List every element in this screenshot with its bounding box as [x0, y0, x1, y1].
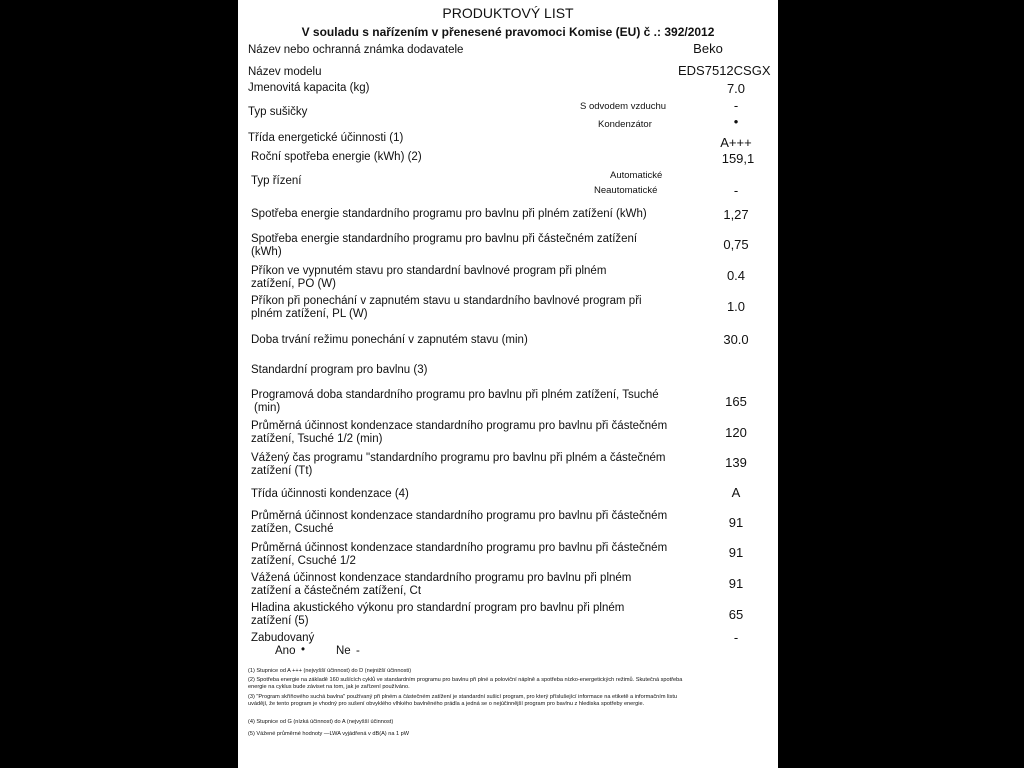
built-in-value: - [733, 630, 739, 645]
noise-label-1: Hladina akustického výkonu pro standardní program pro bavlnu při plném [251, 602, 625, 614]
cond-full-label-2: zatížen, Csuché [251, 523, 334, 535]
cond-weighted-label-2: zatížení a částečném zatížení, Ct [251, 585, 422, 597]
noise-value: 65 [728, 607, 744, 622]
condensation-class-value: A [731, 485, 741, 500]
energy-class-label: Třída energetické účinnosti (1) [248, 132, 404, 144]
sheet-title: PRODUKTOVÝ LIST [442, 5, 574, 21]
energy-class-value: A+++ [720, 135, 752, 150]
model-label: Název modelu [248, 66, 322, 78]
weighted-time-label-1: Vážený čas programu "standardního programu pro bavlnu při plném a částečném [251, 452, 666, 464]
built-in-label: Zabudovaný [251, 632, 315, 644]
footnote-5: (5) Vážené průměrné hodnoty —LWA vyjádřená v dB(A) na 1 pW [248, 731, 410, 737]
dryer-type-vented-value: - [733, 98, 739, 113]
standard-program-label: Standardní program pro bavlnu (3) [251, 364, 428, 376]
built-in-no-label: Ne [336, 645, 351, 657]
cond-partial-value: 91 [728, 545, 744, 560]
time-full-label-1: Programová doba standardního programu pro bavlnu při plném zatížení, Tsuché [251, 389, 659, 401]
energy-partial-value: 0,75 [723, 237, 749, 252]
power-left-on-label-1: Příkon při ponechání v zapnutém stavu u standardního bavlnové program při [251, 295, 642, 307]
weighted-time-label-2: zatížení (Tt) [251, 465, 313, 477]
annual-energy-label: Roční spotřeba energie (kWh) (2) [251, 151, 422, 163]
energy-partial-label-1: Spotřeba energie standardního programu pro bavlnu při částečném zatížení [251, 233, 638, 245]
built-in-no-mark: - [356, 645, 360, 657]
left-on-duration-label: Doba trvání režimu ponechání v zapnutém stavu (min) [251, 334, 528, 346]
time-partial-label-1: Průměrná účinnost kondenzace standardního programu pro bavlnu při částečném [251, 420, 668, 432]
power-left-on-value: 1.0 [726, 299, 746, 314]
dryer-type-option-vented: S odvodem vzduchu [580, 101, 667, 112]
energy-partial-label-2: (kWh) [251, 246, 282, 258]
cond-full-label-1: Průměrná účinnost kondenzace standardního programu pro bavlnu při částečném [251, 510, 668, 522]
power-off-label-1: Příkon ve vypnutém stavu pro standardní bavlnové program při plném [251, 265, 607, 277]
power-off-label-2: zatížení, PO (W) [251, 278, 336, 290]
control-type-manual-value: - [733, 183, 739, 198]
time-partial-value: 120 [725, 425, 747, 440]
condensation-class-label: Třída účinnosti kondenzace (4) [251, 488, 409, 500]
energy-full-label: Spotřeba energie standardního programu pro bavlnu při plném zatížení (kWh) [251, 208, 647, 220]
cond-weighted-label-1: Vážená účinnost kondenzace standardního programu pro bavlnu při plném [251, 572, 632, 584]
built-in-yes-mark: • [301, 644, 306, 656]
regulation-subtitle: V souladu s nařízením v přenesené pravomoci Komise (EU) č .: 392/2012 [301, 25, 715, 39]
capacity-value: 7.0 [726, 81, 746, 96]
cond-weighted-value: 91 [728, 576, 744, 591]
dryer-type-condenser-value: • [733, 114, 739, 129]
capacity-label: Jmenovitá kapacita (kg) [248, 82, 370, 94]
cond-partial-label-2: zatížení, Csuché 1/2 [251, 555, 356, 567]
control-type-option-auto: Automatické [610, 170, 663, 181]
dryer-type-option-condenser: Kondenzátor [598, 119, 652, 130]
footnote-4: (4) Stupnice od G (nízká účinnost) do A (nejvyšší účinnost) [248, 719, 394, 725]
model-value: EDS7512CSGX [678, 63, 771, 78]
cond-partial-label-1: Průměrná účinnost kondenzace standardního programu pro bavlnu při částečném [251, 542, 668, 554]
footnote-3: (3) "Program skříňového suchá bavlna" používaný při plném a částečném zatížení je standardní sušicí program, pro který příslušející informace na etiketě a informačním listu uvádějí, že tento program je vhodný pro sušení obvyklého vlhkého bavlněného prádla a jedná se o nejúčinnější program pro bavlnu z hlediska spotřeby energie. [248, 694, 677, 707]
cond-full-value: 91 [728, 515, 744, 530]
noise-label-2: zatížení (5) [251, 615, 309, 627]
supplier-label: Název nebo ochranná známka dodavatele [248, 44, 464, 56]
time-full-label-2: (min) [254, 402, 281, 414]
control-type-option-manual: Neautomatické [594, 185, 658, 196]
footnote-2: (2) Spotřeba energie na základě 160 sušících cyklů ve standardním programu pro bavlnu při plné a poloviční náplně a spotřeba nízko-energetických režimů. Skutečná spotřeba energie na cyklus bude záviset na tom, jak je zařízení používáno. [248, 677, 683, 690]
time-partial-label-2: zatížení, Tsuché 1/2 (min) [251, 433, 383, 445]
footnote-1: (1) Stupnice od A +++ (nejvyšší účinnost) do D (nejnižší účinnosti) [248, 668, 412, 674]
left-on-duration-value: 30.0 [723, 332, 749, 347]
product-sheet [238, 0, 778, 768]
energy-full-value: 1,27 [723, 207, 749, 222]
supplier-value: Beko [693, 41, 723, 56]
time-full-value: 165 [725, 394, 747, 409]
power-off-value: 0.4 [726, 268, 746, 283]
annual-energy-value: 159,1 [721, 151, 755, 166]
dryer-type-label: Typ sušičky [248, 106, 308, 118]
built-in-yes-label: Ano [275, 645, 296, 657]
control-type-label: Typ řízení [251, 175, 302, 187]
weighted-time-value: 139 [725, 455, 747, 470]
power-left-on-label-2: plném zatížení, PL (W) [251, 308, 368, 320]
